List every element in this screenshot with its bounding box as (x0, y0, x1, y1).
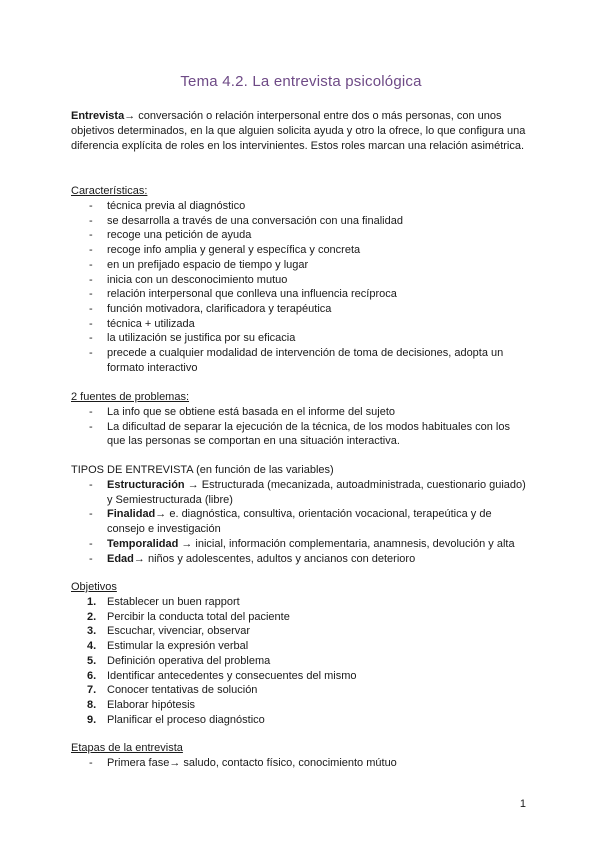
list-item: - inicia con un desconocimiento mutuo (89, 273, 288, 286)
list-item: - técnica + utilizada (89, 317, 195, 330)
list-item: - Estructuración → Estructurada (mecanizada, autoadministrada, cuestionario guiado) y Semiestructurada (libre) (89, 479, 526, 506)
list-item: 4. Estimular la expresión verbal (87, 640, 249, 653)
list-item: 3. Escuchar, vivenciar, observar (87, 625, 251, 638)
list-item: - se desarrolla a través de una conversación con una finalidad (89, 214, 403, 227)
etapas-list (71, 756, 531, 771)
list-item: 5. Definición operativa del problema (87, 654, 271, 667)
list-item: 2. Percibir la conducta total del paciente (87, 610, 290, 623)
list-item: 8. Elaborar hipótesis (87, 698, 196, 711)
list-item: 9. Planificar el proceso diagnóstico (87, 713, 265, 726)
document-title: Tema 4.2. La entrevista psicológica (180, 73, 422, 90)
intro-text: conversación o relación interpersonal entre dos o más personas, con unos objetivos determinados, en la que alguien solicita ayuda y otro la ofrece, lo que configura una diferencia explícita de roles en los intervinientes. Estos roles marcan una relación asimétrica. (71, 110, 526, 152)
fuentes-list (71, 405, 531, 449)
list-item: - La info que se obtiene está basada en el informe del sujeto (89, 406, 396, 418)
list-item: - Edad→ niños y adolescentes, adultos y ancianos con deterioro (89, 552, 416, 565)
page-number: 1 (519, 798, 526, 810)
list-item: - Primera fase→ saludo, contacto físico, conocimiento mútuo (89, 757, 397, 769)
objetivos-heading: Objetivos (71, 581, 117, 593)
list-item: - recoge una petición de ayuda (89, 229, 252, 242)
fuentes-section (71, 390, 531, 449)
caracteristicas-heading: Características: (71, 185, 148, 197)
list-item: - Finalidad→ e. diagnóstica, consultiva, orientación vocacional, terapeútica y de consejo e investigación (89, 508, 492, 536)
intro-paragraph (71, 109, 531, 154)
list-item: - en un prefijado espacio de tiempo y lugar (89, 258, 309, 271)
caracteristicas-section (71, 184, 531, 375)
list-item: - Temporalidad → inicial, información complementaria, anamnesis, devolución y alta (89, 537, 515, 550)
tipos-heading: TIPOS DE ENTREVISTA (en función de las variables) (71, 464, 334, 476)
objetivos-section (71, 580, 531, 727)
list-item: - técnica previa al diagnóstico (89, 200, 246, 212)
tipos-section (71, 463, 531, 566)
etapas-section (71, 741, 531, 771)
intro-term: Entrevista (71, 110, 125, 122)
list-item: 7. Conocer tentativas de solución (87, 684, 258, 697)
list-item: 1. Establecer un buen rapport (87, 596, 240, 608)
caracteristicas-list (71, 199, 531, 375)
list-item: 6. Identificar antecedentes y consecuentes del mismo (87, 669, 357, 682)
list-item: - recoge info amplia y general y específica y concreta (89, 244, 361, 257)
list-item: - la utilización se justifica por su eficacia (89, 332, 296, 345)
fuentes-heading: 2 fuentes de problemas: (71, 391, 190, 403)
objetivos-list (71, 595, 531, 727)
etapas-heading: Etapas de la entrevista (71, 742, 183, 754)
intro-arrow: → (124, 110, 136, 122)
tipos-list (71, 478, 531, 566)
list-item: - relación interpersonal que conlleva una influencia recíproca (89, 288, 397, 301)
list-item: - precede a cualquier modalidad de intervención de toma de decisiones, adopta un formato interactivo (89, 347, 504, 374)
list-item: - La dificultad de separar la ejecución de la técnica, de los modos habituales con los que las personas se comportan en una situación interactiva. (89, 420, 510, 448)
list-item: - función motivadora, clarificadora y terapéutica (89, 302, 332, 315)
